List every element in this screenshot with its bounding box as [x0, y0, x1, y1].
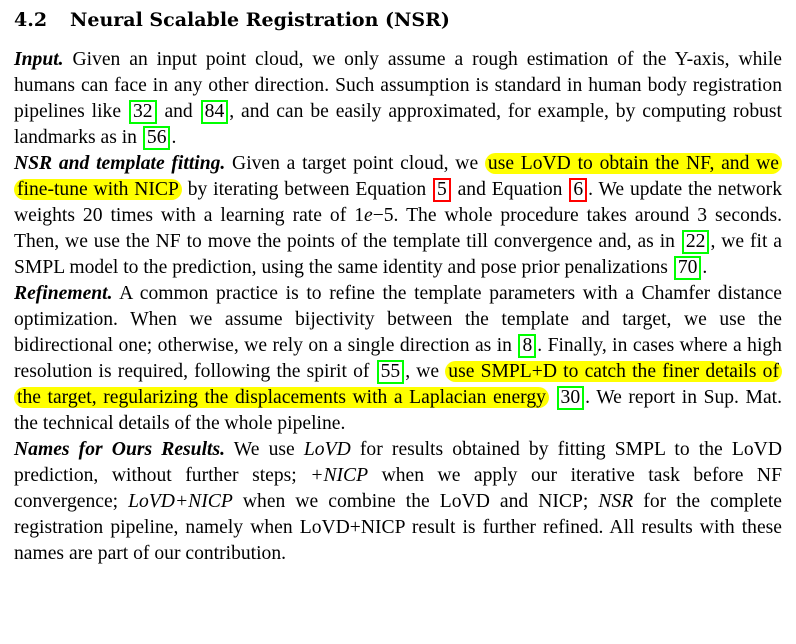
text: . [171, 127, 177, 148]
citation-link[interactable]: 55 [377, 360, 405, 384]
citation-link[interactable]: 56 [143, 126, 171, 150]
section-heading [14, 5, 782, 35]
text: , we fit a SMPL model to the prediction, using the same identity and pose prior penalizations [14, 231, 782, 278]
runin-heading-names: Names for Ours Results. [14, 439, 225, 460]
text: , and can be easily approximated, for example, by computing robust landmarks as in [14, 101, 782, 148]
paragraph-nsr-template-fitting [14, 151, 782, 281]
citation-link[interactable]: 8 [518, 334, 536, 358]
paragraph-refinement [14, 281, 782, 437]
text: We use [224, 439, 304, 460]
highlighted-text: use SMPL+D to catch the finer details of the target, regularizing the displacements with a Laplacian energy [14, 361, 782, 408]
text: for results obtained by fitting SMPL to the LoVD prediction, without further steps; [14, 439, 782, 486]
text: A common practice is to refine the template parameters with a Chamfer distance optimization. When we assume bijectivity between the template and target, we use the bidirectional one; otherwise, we rely on a single direction as in [14, 283, 782, 356]
text: , we [405, 361, 446, 382]
text: when we combine the LoVD and NICP; [232, 491, 599, 512]
text: when we apply our iterative task before NF convergence; [14, 465, 782, 512]
citation-link[interactable]: 84 [201, 100, 229, 124]
paragraph-names-results [14, 437, 782, 567]
paragraph-input [14, 47, 782, 151]
math-symbol: e [364, 205, 373, 226]
citation-link[interactable]: 22 [682, 230, 710, 254]
runin-heading-nsr: NSR and template fitting. [14, 153, 226, 174]
highlighted-text: use LoVD to obtain the NF, and we fine-tune with NICP [14, 153, 782, 200]
text: . [702, 257, 708, 278]
equation-link[interactable]: 5 [433, 178, 451, 202]
section-number: 4.2 [14, 9, 48, 31]
equation-link[interactable]: 6 [569, 178, 587, 202]
text: by iterating between Equation [181, 179, 432, 200]
text: . We update the network weights 20 times with a learning rate of 1 [14, 179, 782, 226]
text: and Equation [451, 179, 569, 200]
citation-link[interactable]: 30 [557, 386, 585, 410]
text [549, 387, 556, 408]
text: and [157, 101, 200, 122]
text: for the complete registration pipeline, namely when LoVD+NICP result is further refined. All results with these names are part of our contribution. [14, 491, 782, 564]
text: . Finally, in cases where a high resolution is required, following the spirit of [14, 335, 782, 382]
runin-heading-refinement: Refinement. [14, 283, 113, 304]
citation-link[interactable]: 70 [674, 256, 702, 280]
method-name: LoVD [303, 439, 351, 460]
method-name: +NICP [310, 465, 369, 486]
text: Given a target point cloud, we [225, 153, 485, 174]
method-name: LoVD+NICP [128, 491, 233, 512]
text: −5. The whole procedure takes around 3 seconds. Then, we use the NF to move the points of the template till convergence and, as in [14, 205, 782, 252]
text: . We report in Sup. Mat. the technical details of the whole pipeline. [14, 387, 782, 434]
section-title: Neural Scalable Registration (NSR) [70, 9, 450, 31]
citation-link[interactable]: 32 [129, 100, 157, 124]
runin-heading-input: Input. [14, 49, 64, 70]
section-body [14, 47, 782, 567]
text: Given an input point cloud, we only assume a rough estimation of the Y-axis, while humans can face in any other direction. Such assumption is standard in human body registration pipelines like [14, 49, 782, 122]
method-name: NSR [598, 491, 634, 512]
